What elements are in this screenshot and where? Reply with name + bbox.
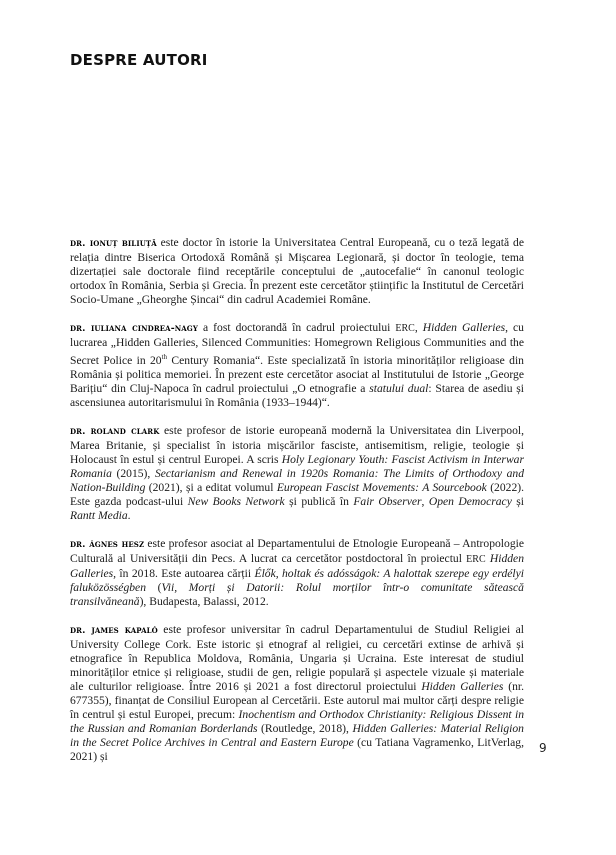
page-number: 9 [539, 741, 547, 755]
bio-text: (cu Tatiana Vagramenko, LitVerlag, 2021) și [70, 735, 524, 763]
italic-title: Hidden Galleries [421, 679, 504, 693]
bio-text: th [161, 353, 168, 361]
italic-title: Rantt Media [70, 508, 128, 522]
bio-text: , [421, 494, 429, 508]
italic-title: Sectarianism and Renewal in 1920s Romania: The Limits of Orthodoxy and Nation-Building [70, 466, 524, 494]
bio-text: în 2018. Este autoarea cărții [116, 566, 255, 580]
bio-text: este doctor în istorie la Universitatea Central Europeană, cu o teză legată de relația dintre Biserica Ortodoxă Română și Mișcarea Legionară, și doctor în teologie, tema dizertației sale doctorale fiind receptările conceptului de „autocefalie“ în canonul teologic ortodox în România, Serbia și Grecia. În prezent este cercetător științific la Institutul de Cercetări Socio-Umane „Gheorghe Șincai“ din cadrul Academiei Române. [70, 236, 524, 306]
page-title: DESPRE AUTORI [70, 51, 208, 69]
italic-title: Hidden Galleries, [70, 551, 524, 580]
bio-text: este profesor de istorie europeană modernă la Universitatea din Liverpool, Marea Britanie, și specialist în istoria mișcărilor fasciste, antisemitism, religie, teologie și Holocaust în estul și centrul Europei. A scris [70, 423, 524, 466]
italic-title: Fair Observer [353, 494, 422, 508]
italic-title: statului dual [369, 381, 429, 395]
bio-text: , cu lucrarea „Hidden Galleries, Silenced Communities: Homegrown Religious Communities and the Secret Police in 20 [70, 321, 524, 367]
bio-text: a fost doctorandă în cadrul proiectului [197, 321, 396, 334]
author-name: dr. roland clark [70, 425, 160, 437]
author-bios [70, 236, 524, 778]
bio-text: (Routledge, 2018), [257, 721, 353, 735]
italic-title: Hidden Galleries: Material Religion in the Secret Police Archives in Central and Eastern Europe [70, 721, 524, 749]
bio-text: este profesor asociat al Departamentului de Etnologie Europeană – Antropologie Culturală al Universității din Pecs. A lucrat ca cercetător postdoctoral în proiectul [70, 536, 524, 565]
bio-text: (2015), [111, 466, 155, 480]
italic-title: Hidden Galleries [422, 321, 506, 334]
italic-title: Vii, Morți și Datorii: Rolul morților într-o comunitate sătească transilvăneană [70, 580, 524, 608]
italic-title: Inochentism and Orthodox Christianity: Religious Dissent in the Russian and Romanian Borderlands [70, 707, 524, 735]
bio-text: ( [146, 580, 162, 594]
bio-text: (2022). Este gazda podcast-ului [70, 480, 524, 508]
author-bio [70, 623, 524, 764]
author-bio [70, 424, 524, 523]
bio-text: ), Budapesta, Balassi, 2012. [139, 594, 269, 608]
bio-text: Century Romania“. Este specializată în istoria minorităților religioase din România și politica memoriei. În prezent este cercetător asociat al Institutului de Istorie „George Barițiu“ din Cluj-Napoca în cadrul proiectului „O etnografie a [70, 353, 524, 395]
bio-text: și [511, 494, 525, 508]
author-bio [70, 537, 524, 609]
bio-text: este profesor universitar în cadrul Departamentului de Studiul Religiei al University College Cork. Este istoric și etnograf al religiei, cu cercetări extinse de arhivă și etnografice în Republica Moldova, România, Ungaria și Ucraina. Este interesat de studiul minorităților etnice și religioase, studii de gen, religie populară și aspectele vizuale și materiale ale culturilor religioase. Între 2016 și 2021 a fost directorul proiectului [70, 622, 524, 693]
italic-title: Holy Legionary Youth: Fascist Activism in Interwar Romania [70, 452, 524, 480]
italic-title: New Books Network [187, 494, 285, 508]
author-name: dr. ionuț biliuță [70, 238, 157, 249]
bio-text: și publică în [284, 494, 354, 508]
bio-text: , [414, 321, 423, 334]
bio-text: (nr. 677355), finanțat de Consiliul European al Cercetării. Este autorul mai multor cărți despre religie în centrul și estul Europei, precum: [70, 679, 524, 721]
bio-text: (2021), și a editat volumul [145, 480, 277, 494]
author-bio [70, 321, 524, 410]
author-name: dr. iuliana cindrea-nagy [70, 323, 198, 334]
author-name: dr. ágnes hesz [70, 538, 145, 550]
bio-text: . [127, 508, 131, 522]
bio-text: ERC [395, 323, 415, 334]
bio-text: : Starea de asediu și ascensiunea autoritarismului în România (1933–1944)“. [70, 381, 524, 409]
italic-title: Open Democracy [428, 494, 512, 508]
author-bio [70, 236, 524, 307]
author-name: dr. james kapaló [70, 624, 158, 636]
italic-title: Élők, holtak és adósságok: A halottak szerepe egy erdélyi faluközösségben [70, 566, 524, 594]
bio-text: ERC [466, 553, 486, 565]
italic-title: European Fascist Movements: A Sourcebook [276, 480, 487, 494]
